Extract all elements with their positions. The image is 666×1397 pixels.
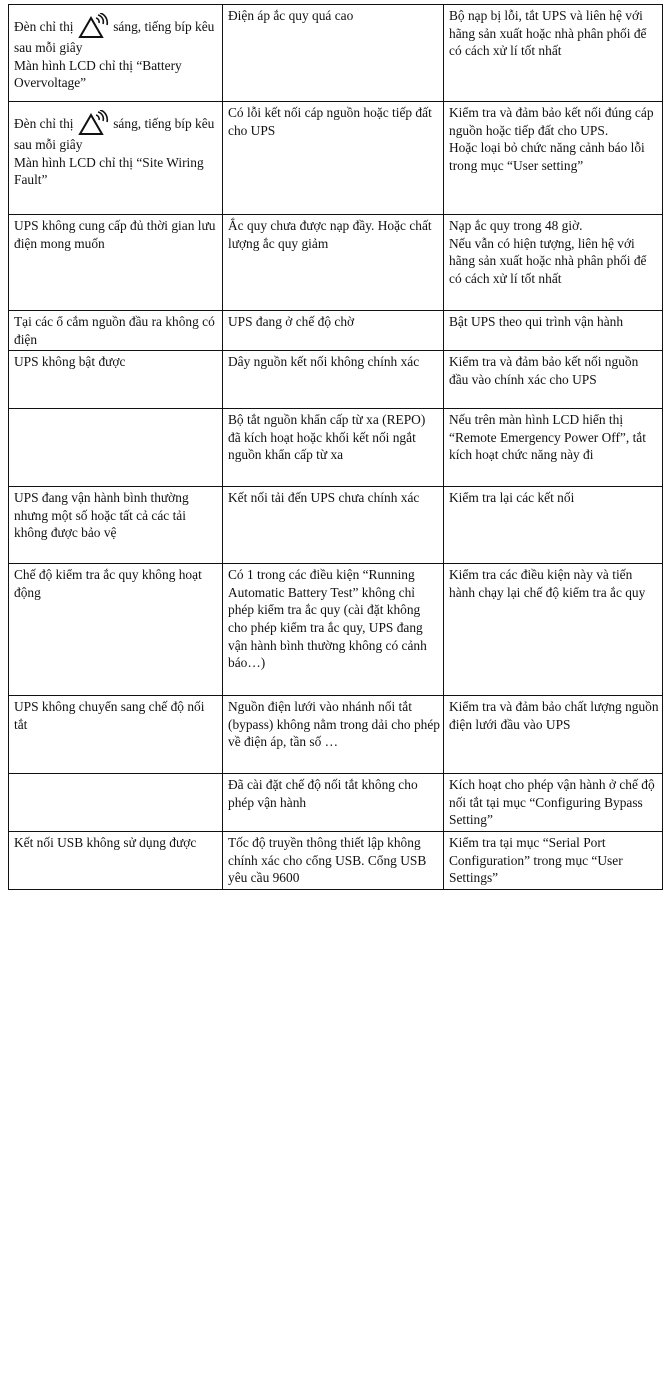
table-row bbox=[9, 487, 663, 564]
symptom-lcd: Màn hình LCD chỉ thị “Site Wiring Fault” bbox=[14, 154, 204, 188]
table-row bbox=[9, 832, 663, 890]
table-row bbox=[9, 102, 663, 215]
solution-text-2: Hoặc loại bỏ chức năng cảnh báo lỗi trong mục “User setting” bbox=[449, 140, 645, 173]
symptom-cell bbox=[9, 409, 223, 487]
cause-cell: Có 1 trong các điều kiện “Running Automatic Battery Test” không chỉ phép kiểm tra ắc quy (cài đặt không cho phép kiểm tra ắc quy, UPS đang vận hành bình thường không có cảnh báo…) bbox=[223, 564, 444, 696]
table-row bbox=[9, 564, 663, 696]
solution-cell: Kiểm tra và đảm bảo chất lượng nguồn điện lưới đầu vào UPS bbox=[444, 696, 663, 774]
solution-cell: Bật UPS theo qui trình vận hành bbox=[444, 311, 663, 351]
symptom-cell bbox=[9, 774, 223, 832]
cause-cell: Ắc quy chưa được nạp đầy. Hoặc chất lượng ắc quy giảm bbox=[223, 215, 444, 311]
symptom-cell: Tại các ổ cắm nguồn đầu ra không có điện bbox=[9, 311, 223, 351]
symptom-lead: Đèn chỉ thị bbox=[14, 116, 74, 131]
table-row bbox=[9, 351, 663, 409]
solution-cell: Kiểm tra các điều kiện này và tiến hành chạy lại chế độ kiểm tra ắc quy bbox=[444, 564, 663, 696]
solution-cell bbox=[444, 102, 663, 215]
solution-cell: Kiểm tra lại các kết nối bbox=[444, 487, 663, 564]
solution-text: Nạp ắc quy trong 48 giờ. bbox=[449, 218, 583, 233]
solution-cell: Kiểm tra tại mục “Serial Port Configuration” trong mục “User Settings” bbox=[444, 832, 663, 890]
cause-cell: Tốc độ truyền thông thiết lập không chính xác cho cổng USB. Cổng USB yêu cầu 9600 bbox=[223, 832, 444, 890]
cause-cell: Nguồn điện lưới vào nhánh nối tắt (bypass) không nằm trong dải cho phép về điện áp, tần số … bbox=[223, 696, 444, 774]
symptom-tail: sáng, tiếng bíp kêu sau mỗi giây bbox=[14, 19, 215, 55]
troubleshooting-table bbox=[8, 4, 663, 890]
solution-cell: Kiểm tra và đảm bảo kết nối nguồn đầu vào chính xác cho UPS bbox=[444, 351, 663, 409]
table-row bbox=[9, 774, 663, 832]
symptom-cell: Kết nối USB không sử dụng được bbox=[9, 832, 223, 890]
solution-cell bbox=[444, 215, 663, 311]
cause-cell: Có lỗi kết nối cáp nguồn hoặc tiếp đất cho UPS bbox=[223, 102, 444, 215]
solution-text: Kiểm tra và đảm bảo kết nối đúng cáp nguồn hoặc tiếp đất cho UPS. bbox=[449, 105, 654, 138]
cause-cell: Dây nguồn kết nối không chính xác bbox=[223, 351, 444, 409]
symptom-lcd: Màn hình LCD chỉ thị “Battery Overvoltage” bbox=[14, 57, 182, 91]
solution-cell: Nếu trên màn hình LCD hiển thị “Remote Emergency Power Off”, tắt kích hoạt chức năng này đi bbox=[444, 409, 663, 487]
symptom-cell: UPS không cung cấp đủ thời gian lưu điện mong muốn bbox=[9, 215, 223, 311]
symptom-cell bbox=[9, 5, 223, 102]
solution-cell: Kích hoạt cho phép vận hành ở chế độ nối tắt tại mục “Configuring Bypass Setting” bbox=[444, 774, 663, 832]
symptom-cell: Chế độ kiểm tra ắc quy không hoạt động bbox=[9, 564, 223, 696]
cause-cell: Điện áp ắc quy quá cao bbox=[223, 5, 444, 102]
symptom-cell bbox=[9, 102, 223, 215]
symptom-cell: UPS đang vận hành bình thường nhưng một số hoặc tất cả các tải không được bảo vệ bbox=[9, 487, 223, 564]
table-row bbox=[9, 696, 663, 774]
symptom-cell: UPS không chuyển sang chế độ nối tắt bbox=[9, 696, 223, 774]
table-row bbox=[9, 409, 663, 487]
cause-cell: Đã cài đặt chế độ nối tắt không cho phép vận hành bbox=[223, 774, 444, 832]
solution-text-2: Nếu vẫn có hiện tượng, liên hệ với hãng sản xuất hoặc nhà phân phối để có cách xử lí tốt nhất bbox=[449, 235, 647, 286]
warning-alarm-icon bbox=[78, 13, 109, 39]
table-row bbox=[9, 311, 663, 351]
solution-cell: Bộ nạp bị lỗi, tắt UPS và liên hệ với hãng sản xuất hoặc nhà phân phối để có cách xử lí tốt nhất bbox=[444, 5, 663, 102]
cause-cell: Kết nối tải đến UPS chưa chính xác bbox=[223, 487, 444, 564]
table-row bbox=[9, 215, 663, 311]
symptom-cell: UPS không bật được bbox=[9, 351, 223, 409]
symptom-lead: Đèn chỉ thị bbox=[14, 19, 74, 34]
cause-cell: UPS đang ở chế độ chờ bbox=[223, 311, 444, 351]
table-row bbox=[9, 5, 663, 102]
cause-cell: Bộ tắt nguồn khẩn cấp từ xa (REPO) đã kích hoạt hoặc khối kết nối ngắt nguồn khẩn cấp từ xa bbox=[223, 409, 444, 487]
symptom-tail: sáng, tiếng bíp kêu sau mỗi giây bbox=[14, 116, 215, 152]
warning-alarm-icon bbox=[78, 110, 109, 136]
